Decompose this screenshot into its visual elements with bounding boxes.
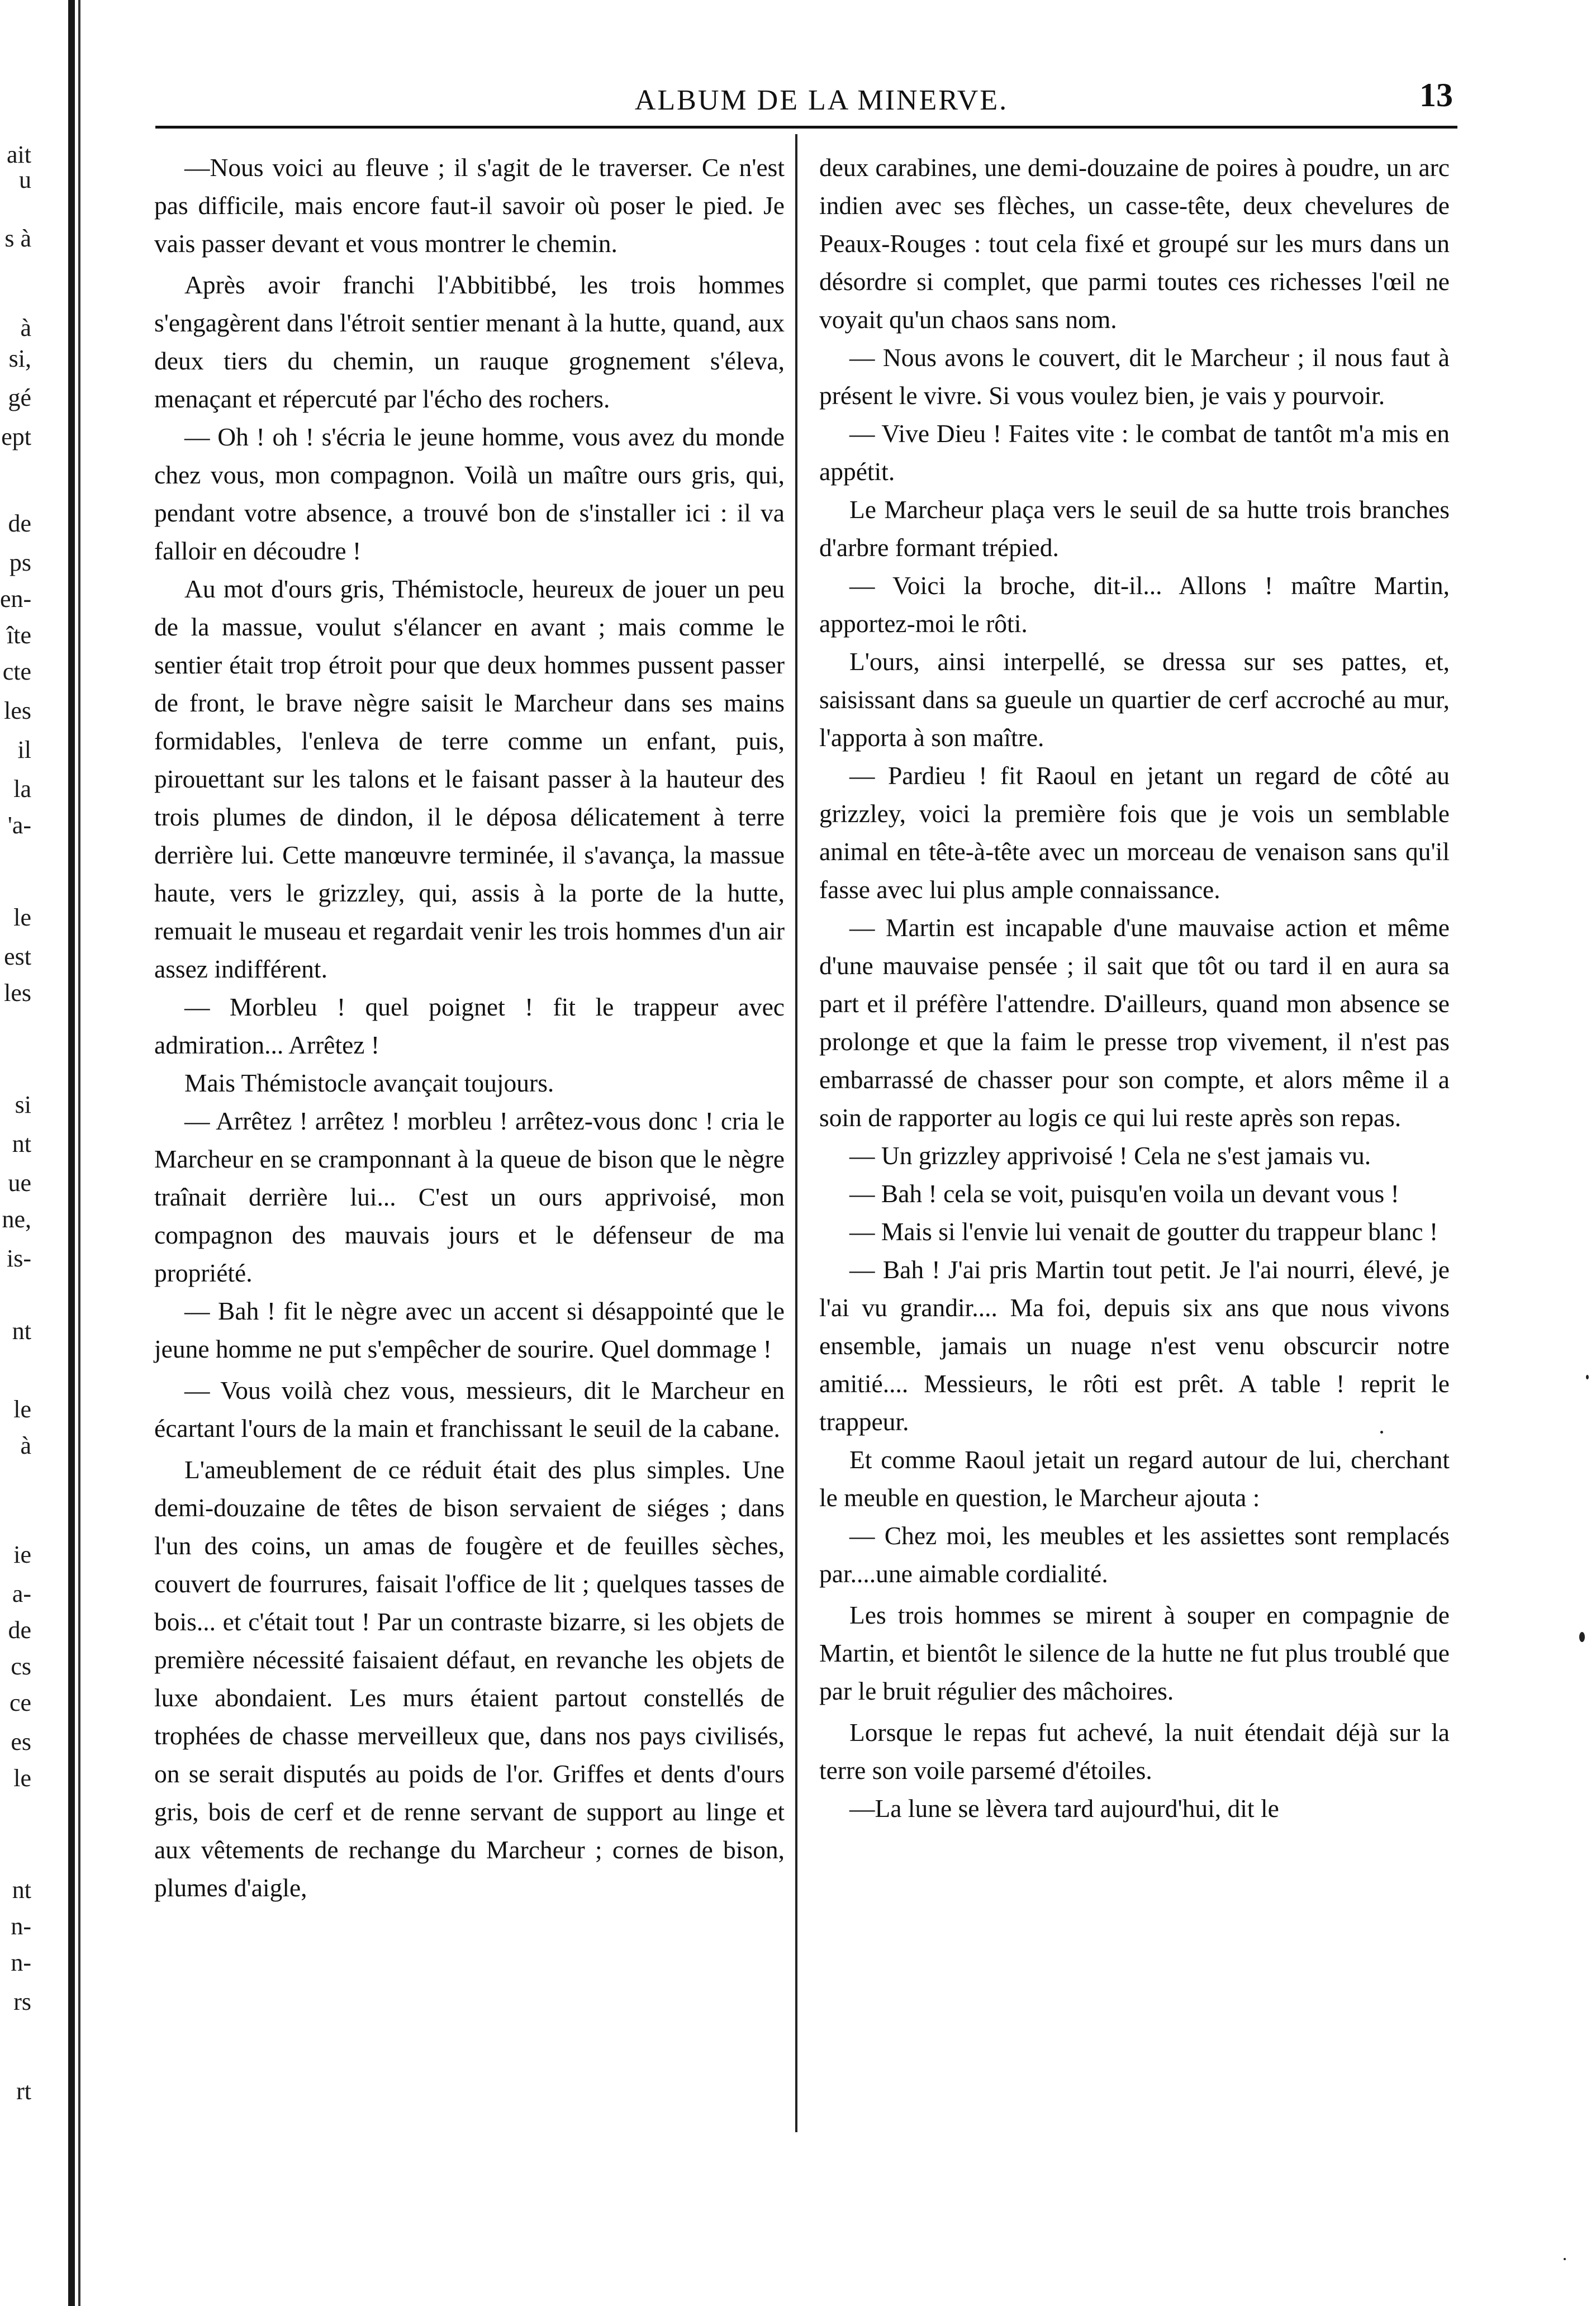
paragraph: — Bah ! cela se voit, puisqu'en voila un devant vous ! <box>849 1179 1399 1208</box>
paragraph: Mais Thémistocle avançait toujours. <box>184 1069 554 1097</box>
scan-speck <box>1564 2258 1566 2260</box>
page-number: 13 <box>1419 77 1453 113</box>
paragraph: — Bah ! fit le nègre avec un accent si désappointé que le jeune homme ne put s'empêcher de sourire. Quel dommage ! <box>154 1297 785 1363</box>
paragraph: — Mais si l'envie lui venait de goutter du trappeur blanc ! <box>849 1217 1438 1246</box>
paragraph: Le Marcheur plaça vers le seuil de sa hutte trois branches d'arbre formant trépied. <box>819 495 1450 562</box>
margin-fragment: ait <box>7 141 31 168</box>
margin-fragment: nt <box>12 1317 31 1345</box>
paragraph: — Un grizzley apprivoisé ! Cela ne s'est jamais vu. <box>849 1141 1371 1170</box>
margin-fragment: rt <box>16 2077 31 2105</box>
scan-speck <box>1380 1431 1383 1434</box>
margin-fragment: ne, <box>2 1206 31 1233</box>
column-rule <box>795 134 797 2132</box>
margin-fragment: le <box>13 904 31 931</box>
margin-fragment: es <box>11 1728 31 1755</box>
margin-fragment: si, <box>8 345 31 372</box>
margin-fragment: u <box>19 166 31 193</box>
header-rule <box>155 126 1457 129</box>
margin-fragment: cs <box>11 1653 31 1680</box>
margin-fragment: 'a- <box>7 812 31 839</box>
margin-fragment: n- <box>11 1913 31 1940</box>
margin-fragment: en- <box>0 585 32 613</box>
paragraph: — Morbleu ! quel poignet ! fit le trappeur avec admiration... Arrêtez ! <box>154 993 785 1059</box>
paragraph: Les trois hommes se mirent à souper en compagnie de Martin, et bientôt le silence de la hutte ne fut plus troublé que par le bruit régulier des mâchoires. <box>819 1601 1450 1705</box>
right-column <box>819 149 1450 1828</box>
margin-fragment: la <box>13 775 31 803</box>
paragraph: —Nous voici au fleuve ; il s'agit de le traverser. Ce n'est pas difficile, mais encore faut-il savoir où poser le pied. Je vais passer devant et vous montrer le chemin. <box>154 153 785 258</box>
paragraph: — Vous voilà chez vous, messieurs, dit le Marcheur en écartant l'ours de la main et franchissant le seuil de la cabane. <box>154 1376 785 1443</box>
margin-fragment: ue <box>8 1169 31 1197</box>
margin-fragment: nt <box>12 1876 31 1904</box>
margin-fragment: gé <box>8 384 31 411</box>
paragraph: —La lune se lèvera tard aujourd'hui, dit le <box>849 1794 1279 1823</box>
margin-fragment: si <box>15 1091 31 1118</box>
paragraph: — Voici la broche, dit-il... Allons ! maître Martin, apportez-moi le rôti. <box>819 571 1450 638</box>
margin-fragment: le <box>13 1764 31 1792</box>
left-column <box>154 149 785 1907</box>
paragraph: Lorsque le repas fut achevé, la nuit étendait déjà sur la terre son voile parsemé d'étoiles. <box>819 1718 1450 1785</box>
margin-fragment: il <box>17 736 31 763</box>
margin-fragment: ept <box>1 423 31 450</box>
margin-fragment: le <box>13 1396 31 1423</box>
binding-gutter <box>0 0 89 2306</box>
paragraph: Et comme Raoul jetait un regard autour de lui, cherchant le meuble en question, le Marcheur ajouta : <box>819 1445 1450 1512</box>
margin-fragment: îte <box>7 621 31 649</box>
binding-edge-line <box>68 0 75 2306</box>
paragraph: — Oh ! oh ! s'écria le jeune homme, vous avez du monde chez vous, mon compagnon. Voilà un maître ours gris, qui, pendant votre absence, a trouvé bon de s'installer ici : il va falloir en découdre ! <box>154 423 785 565</box>
margin-fragment: à <box>20 314 31 341</box>
paragraph: — Chez moi, les meubles et les assiettes sont remplacés par....une aimable cordialité. <box>819 1521 1450 1588</box>
paragraph: Au mot d'ours gris, Thémistocle, heureux de jouer un peu de la massue, voulut s'élancer en avant ; mais comme le sentier était trop étroit pour que deux hommes pussent passer de front, le brave nègre saisit le Marcheur dans ses mains formidables, l'enleva de terre comme un enfant, puis, pirouettant sur les talons et le faisant passer à la hauteur des trois plumes de dindon, il le déposa délicatement à terre derrière lui. Cette manœuvre terminée, il s'avança, la massue haute, vers le grizzley, qui, assis à la porte de la hutte, remuait le museau et regardait venir les trois hommes d'un air assez indifférent. <box>154 575 785 983</box>
margin-fragment: cte <box>2 658 31 685</box>
margin-fragment: nt <box>12 1130 31 1157</box>
margin-fragment: de <box>8 1616 31 1644</box>
margin-fragment: is- <box>7 1245 31 1272</box>
margin-fragment: ce <box>9 1689 31 1716</box>
running-title: ALBUM DE LA MINERVE. <box>634 84 1009 116</box>
margin-fragment: les <box>4 697 31 724</box>
margin-fragment: n- <box>11 1949 31 1976</box>
paragraph: — Nous avons le couvert, dit le Marcheur ; il nous faut à présent le vivre. Si vous voulez bien, je vais y pourvoir. <box>819 343 1450 410</box>
margin-fragment: les <box>4 979 31 1007</box>
margin-fragment: ie <box>13 1541 31 1568</box>
margin-fragment: de <box>8 510 31 537</box>
paragraph: Après avoir franchi l'Abbitibbé, les trois hommes s'engagèrent dans l'étroit sentier menant à la hutte, quand, aux deux tiers du chemin, un rauque grognement s'éleva, menaçant et répercuté par l'écho des rochers. <box>154 271 785 413</box>
paragraph: — Bah ! J'ai pris Martin tout petit. Je l'ai nourri, élevé, je l'ai vu grandir.... Ma foi, depuis six ans que nous vivons ensemble, jamais un nuage n'est venu obscurcir notre amitié.... Messieurs, le rôti est prêt. A table ! reprit le trappeur. <box>819 1255 1450 1436</box>
paragraph: L'ours, ainsi interpellé, se dressa sur ses pattes, et, saisissant dans sa gueule un quartier de cerf accroché au mur, l'apporta à son maître. <box>819 647 1450 752</box>
margin-fragment: à <box>20 1432 31 1459</box>
margin-fragment: s à <box>4 225 31 252</box>
paragraph: — Martin est incapable d'une mauvaise action et même d'une mauvaise pensée ; il sait que tôt ou tard il en aura sa part et il préfère l'attendre. D'ailleurs, quand mon absence se prolonge et que la faim le presse trop vivement, il n'est pas embarrassé de chasser pour son compte, et alors même il a soin de rapporter au logis ce qui lui reste après son repas. <box>819 913 1450 1132</box>
margin-fragment: ps <box>9 549 31 576</box>
paragraph: deux carabines, une demi-douzaine de poires à poudre, un arc indien avec ses flèches, un casse-tête, deux chevelures de Peaux-Rouges : tout cela fixé et groupé sur les murs dans un désordre si complet, que parmi toutes ces richesses l'œil ne voyait qu'un chaos sans nom. <box>819 153 1450 334</box>
margin-fragment: a- <box>12 1580 31 1607</box>
scan-speck <box>1579 1632 1585 1642</box>
paragraph: — Arrêtez ! arrêtez ! morbleu ! arrêtez-vous donc ! cria le Marcheur en se cramponnant à la queue de bison que le nègre traînait derrière lui... C'est un ours apprivoisé, mon compagnon des mauvais jours et le défenseur de ma propriété. <box>154 1107 785 1287</box>
paragraph: L'ameublement de ce réduit était des plus simples. Une demi-douzaine de têtes de bison servaient de siéges ; dans l'un des coins, un amas de fougère et de feuilles sèches, couvert de fourrures, faisait l'office de lit ; quelques tasses de bois... et c'était tout ! Par un contraste bizarre, si les objets de première nécessité faisaient défaut, en revanche les objets de luxe abondaient. Les murs étaient partout constellés de trophées de chasse merveilleux que, dans nos pays civilisés, on se serait disputés au poids de l'or. Griffes et dents d'ours gris, bois de cerf et de renne servant de support au linge et aux vêtements de rechange du Marcheur ; cornes de bison, plumes d'aigle, <box>154 1455 785 1902</box>
binding-edge-line <box>78 0 80 2306</box>
margin-fragment: est <box>4 943 31 970</box>
margin-fragment: rs <box>13 1988 31 2015</box>
paragraph: — Vive Dieu ! Faites vite : le combat de tantôt m'a mis en appétit. <box>819 419 1450 486</box>
scan-speck <box>1586 1375 1589 1379</box>
paragraph: — Pardieu ! fit Raoul en jetant un regard de côté au grizzley, voici la première fois que je vois un semblable animal en tête-à-tête avec un morceau de venaison sans qu'il fasse avec lui plus ample connaissance. <box>819 761 1450 904</box>
